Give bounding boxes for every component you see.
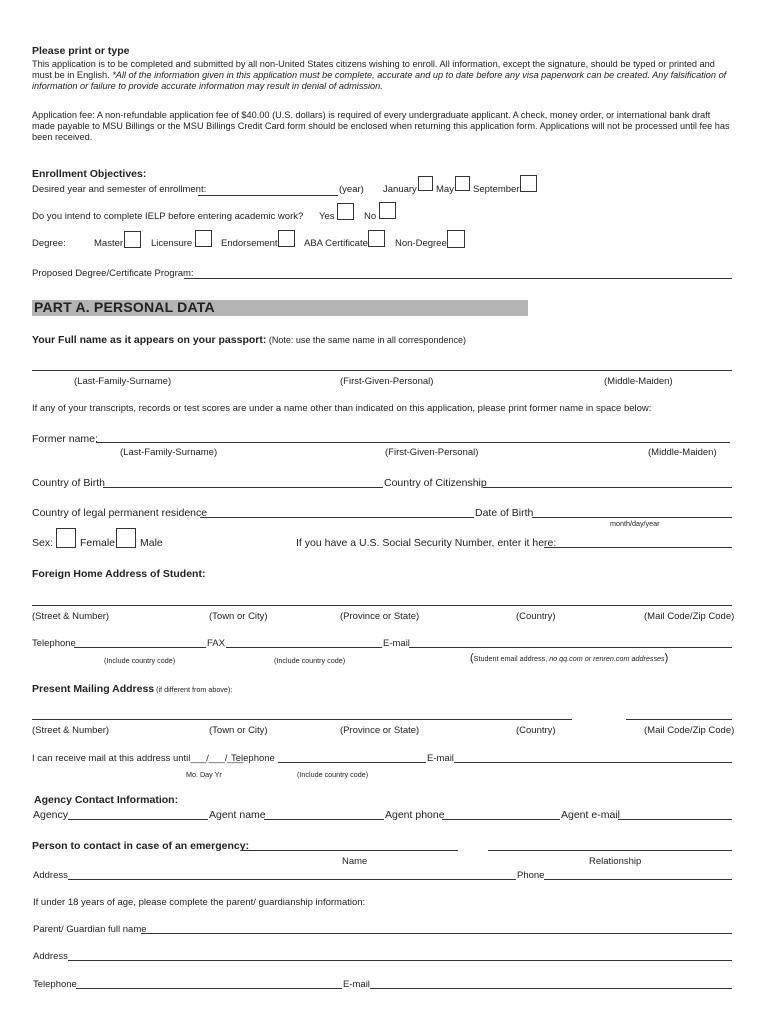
proposed-program-field[interactable] xyxy=(184,278,732,279)
part-a-title: PART A. PERSONAL DATA xyxy=(34,299,215,315)
foreign-country-caption: (Country) xyxy=(516,611,556,622)
proposed-program-label: Proposed Degree/Certificate Program: xyxy=(32,268,194,279)
former-middle-caption: (Middle-Maiden) xyxy=(648,447,717,458)
guardian-address-label: Address xyxy=(33,951,68,962)
emergency-address-field[interactable] xyxy=(68,879,516,880)
fax-country-code-caption: (Include country code) xyxy=(274,656,346,665)
female-checkbox[interactable] xyxy=(56,528,76,548)
country-of-citizenship-label: Country of Citizenship xyxy=(384,477,487,489)
present-province-caption: (Province or State) xyxy=(340,725,420,736)
transcripts-note: If any of your transcripts, records or test scores are under a name other than indicated on this application, please print former name in space below: xyxy=(32,403,652,414)
telephone-country-code-caption: (Include country code) xyxy=(104,656,176,665)
student-email-restriction: no qq.com or renren.com addresses xyxy=(549,654,665,663)
foreign-street-caption: (Street & Number) xyxy=(32,611,110,622)
male-checkbox[interactable] xyxy=(116,528,136,548)
former-name-label: Former name: xyxy=(32,433,98,445)
year-label: (year) xyxy=(339,184,364,195)
guardian-name-field[interactable] xyxy=(141,933,732,934)
full-name-heading xyxy=(32,334,466,346)
date-format-caption: month/day/year xyxy=(610,519,660,528)
desired-semester-label: Desired year and semester of enrollment: xyxy=(32,184,207,195)
emergency-relationship-field[interactable] xyxy=(488,850,732,851)
guardian-telephone-field[interactable] xyxy=(76,988,342,989)
foreign-address-heading: Foreign Home Address of Student: xyxy=(32,568,206,580)
agent-phone-field[interactable] xyxy=(442,819,560,820)
fee-paragraph: Application fee: A non-refundable application fee of $40.00 (U.S. dollars) is required of every undergraduate applicant. A check, money order, or international bank draft made payable to MSU Billings or the MSU Billings Credit Card form should be enclosed when returning this application form. Applications will not be processed until fee has been received. xyxy=(32,110,730,142)
full-name-field[interactable] xyxy=(32,370,732,371)
intro-paragraph xyxy=(32,59,732,92)
present-street-caption: (Street & Number) xyxy=(32,725,110,736)
foreign-zip-caption: (Mail Code/Zip Code) xyxy=(644,611,735,622)
guardian-telephone-label: Telephone xyxy=(33,979,77,990)
foreign-province-caption: (Province or State) xyxy=(340,611,420,622)
present-email-field[interactable] xyxy=(454,762,732,763)
emergency-name-field[interactable] xyxy=(241,850,458,851)
foreign-telephone-field[interactable] xyxy=(74,647,206,648)
present-address-field[interactable] xyxy=(32,719,572,720)
date-of-birth-field[interactable] xyxy=(532,517,732,518)
print-instruction-title: Please print or type xyxy=(32,45,130,57)
licensure-label: Licensure xyxy=(151,238,193,249)
non-degree-label: Non-Degree xyxy=(395,238,447,249)
aba-certificate-label: ABA Certificate xyxy=(304,238,368,249)
enrollment-year-field[interactable] xyxy=(198,195,338,196)
agent-email-field[interactable] xyxy=(618,819,732,820)
foreign-email-field[interactable] xyxy=(409,647,732,648)
present-telephone-label: Telephone xyxy=(231,753,275,764)
agent-email-label: Agent e-mail xyxy=(561,809,620,821)
foreign-email-label: E-mail xyxy=(383,638,410,649)
first-name-caption: (First-Given-Personal) xyxy=(340,376,434,387)
country-of-residence-label: Country of legal permanent residence xyxy=(32,507,208,519)
foreign-telephone-label: Telephone xyxy=(32,638,76,649)
under-18-note: If under 18 years of age, please complete the parent/ guardianship information: xyxy=(33,897,366,908)
former-name-field[interactable] xyxy=(96,442,730,443)
full-name-label: Your Full name as it appears on your passport: xyxy=(32,334,267,346)
present-telephone-code-caption: (Include country code) xyxy=(297,770,369,779)
emergency-address-label: Address xyxy=(33,870,68,881)
endorsement-label: Endorsement xyxy=(221,238,278,249)
september-label: September xyxy=(473,184,520,195)
present-address-note: (if different from above): xyxy=(154,685,233,694)
foreign-fax-label: FAX xyxy=(207,638,225,649)
female-label: Female xyxy=(80,537,116,549)
emergency-relationship-caption: Relationship xyxy=(589,856,642,867)
aba-certificate-checkbox[interactable] xyxy=(368,230,385,247)
january-checkbox[interactable] xyxy=(418,176,433,191)
september-checkbox[interactable] xyxy=(520,175,537,192)
date-of-birth-label: Date of Birth xyxy=(475,507,534,519)
agent-phone-label: Agent phone xyxy=(385,809,445,821)
guardian-address-field[interactable] xyxy=(68,960,732,961)
present-town-caption: (Town or City) xyxy=(209,725,268,736)
country-of-residence-field[interactable] xyxy=(200,517,474,518)
ielp-question: Do you intend to complete IELP before entering academic work? xyxy=(32,211,304,222)
agency-heading: Agency Contact Information: xyxy=(34,794,179,806)
sex-label: Sex: xyxy=(32,537,54,549)
present-address-label: Present Mailing Address xyxy=(32,683,155,695)
student-email-caption: (Student email address, no qq.com or renren.com addresses) xyxy=(470,652,669,664)
country-of-birth-label: Country of Birth xyxy=(32,477,105,489)
emergency-phone-field[interactable] xyxy=(544,879,732,880)
mo-day-yr-caption: Mo. Day Yr xyxy=(186,770,222,779)
present-country-caption: (Country) xyxy=(516,725,556,736)
guardian-email-field[interactable] xyxy=(370,988,732,989)
may-label: May xyxy=(436,184,454,195)
emergency-contact-heading: Person to contact in case of an emergency: xyxy=(32,840,250,852)
last-name-caption: (Last-Family-Surname) xyxy=(74,376,172,387)
agency-field[interactable] xyxy=(68,819,208,820)
male-label: Male xyxy=(140,537,163,549)
full-name-note: (Note: use the same name in all correspondence) xyxy=(266,335,466,345)
may-checkbox[interactable] xyxy=(455,176,470,191)
guardian-email-label: E-mail xyxy=(343,979,370,990)
agency-label: Agency xyxy=(33,809,69,821)
intro-warning-text: *All of the information given in this application must be complete, accurate and up to date before any visa paperwork can be created. Any falsification of information or failure to provide accurate information may result in denial of admission. xyxy=(32,70,727,91)
ielp-yes-checkbox[interactable] xyxy=(337,203,354,220)
agent-name-field[interactable] xyxy=(264,819,384,820)
country-of-citizenship-field[interactable] xyxy=(483,487,732,488)
emergency-phone-label: Phone xyxy=(517,870,545,881)
licensure-checkbox[interactable] xyxy=(195,230,212,247)
agent-name-label: Agent name xyxy=(209,809,266,821)
january-label: January xyxy=(383,184,417,195)
non-degree-checkbox[interactable] xyxy=(447,230,465,248)
ielp-yes-label: Yes xyxy=(319,211,335,222)
receive-mail-until-label: I can receive mail at this address until___/___/___ xyxy=(32,753,244,764)
foreign-address-field[interactable] xyxy=(32,605,732,606)
enrollment-heading: Enrollment Objectives: xyxy=(32,168,147,180)
ielp-no-label: No xyxy=(364,211,377,222)
present-address-heading xyxy=(32,683,232,695)
intro-text: This application is to be completed and submitted by all non-United States citizens wishing to enroll. All information, except the signature, should be typed or printed and must be in English. xyxy=(32,59,715,80)
foreign-town-caption: (Town or City) xyxy=(209,611,268,622)
former-last-caption: (Last-Family-Surname) xyxy=(120,447,218,458)
master-checkbox[interactable] xyxy=(124,231,141,248)
present-telephone-field[interactable] xyxy=(278,762,426,763)
guardian-name-label: Parent/ Guardian full name xyxy=(33,924,147,935)
present-zip-field[interactable] xyxy=(626,719,732,720)
former-first-caption: (First-Given-Personal) xyxy=(385,447,479,458)
degree-label: Degree: xyxy=(32,238,66,249)
ielp-no-checkbox[interactable] xyxy=(379,202,396,219)
ssn-label: If you have a U.S. Social Security Number, enter it here: xyxy=(296,537,557,549)
ssn-field[interactable] xyxy=(544,547,732,548)
present-zip-caption: (Mail Code/Zip Code) xyxy=(644,725,735,736)
middle-name-caption: (Middle-Maiden) xyxy=(604,376,673,387)
emergency-name-caption: Name xyxy=(342,856,368,867)
endorsement-checkbox[interactable] xyxy=(278,230,295,247)
country-of-birth-field[interactable] xyxy=(103,487,383,488)
master-label: Master xyxy=(94,238,124,249)
present-email-label: E-mail xyxy=(427,753,454,764)
student-email-caption-text: Student email address, xyxy=(473,654,550,663)
foreign-fax-field[interactable] xyxy=(226,647,382,648)
